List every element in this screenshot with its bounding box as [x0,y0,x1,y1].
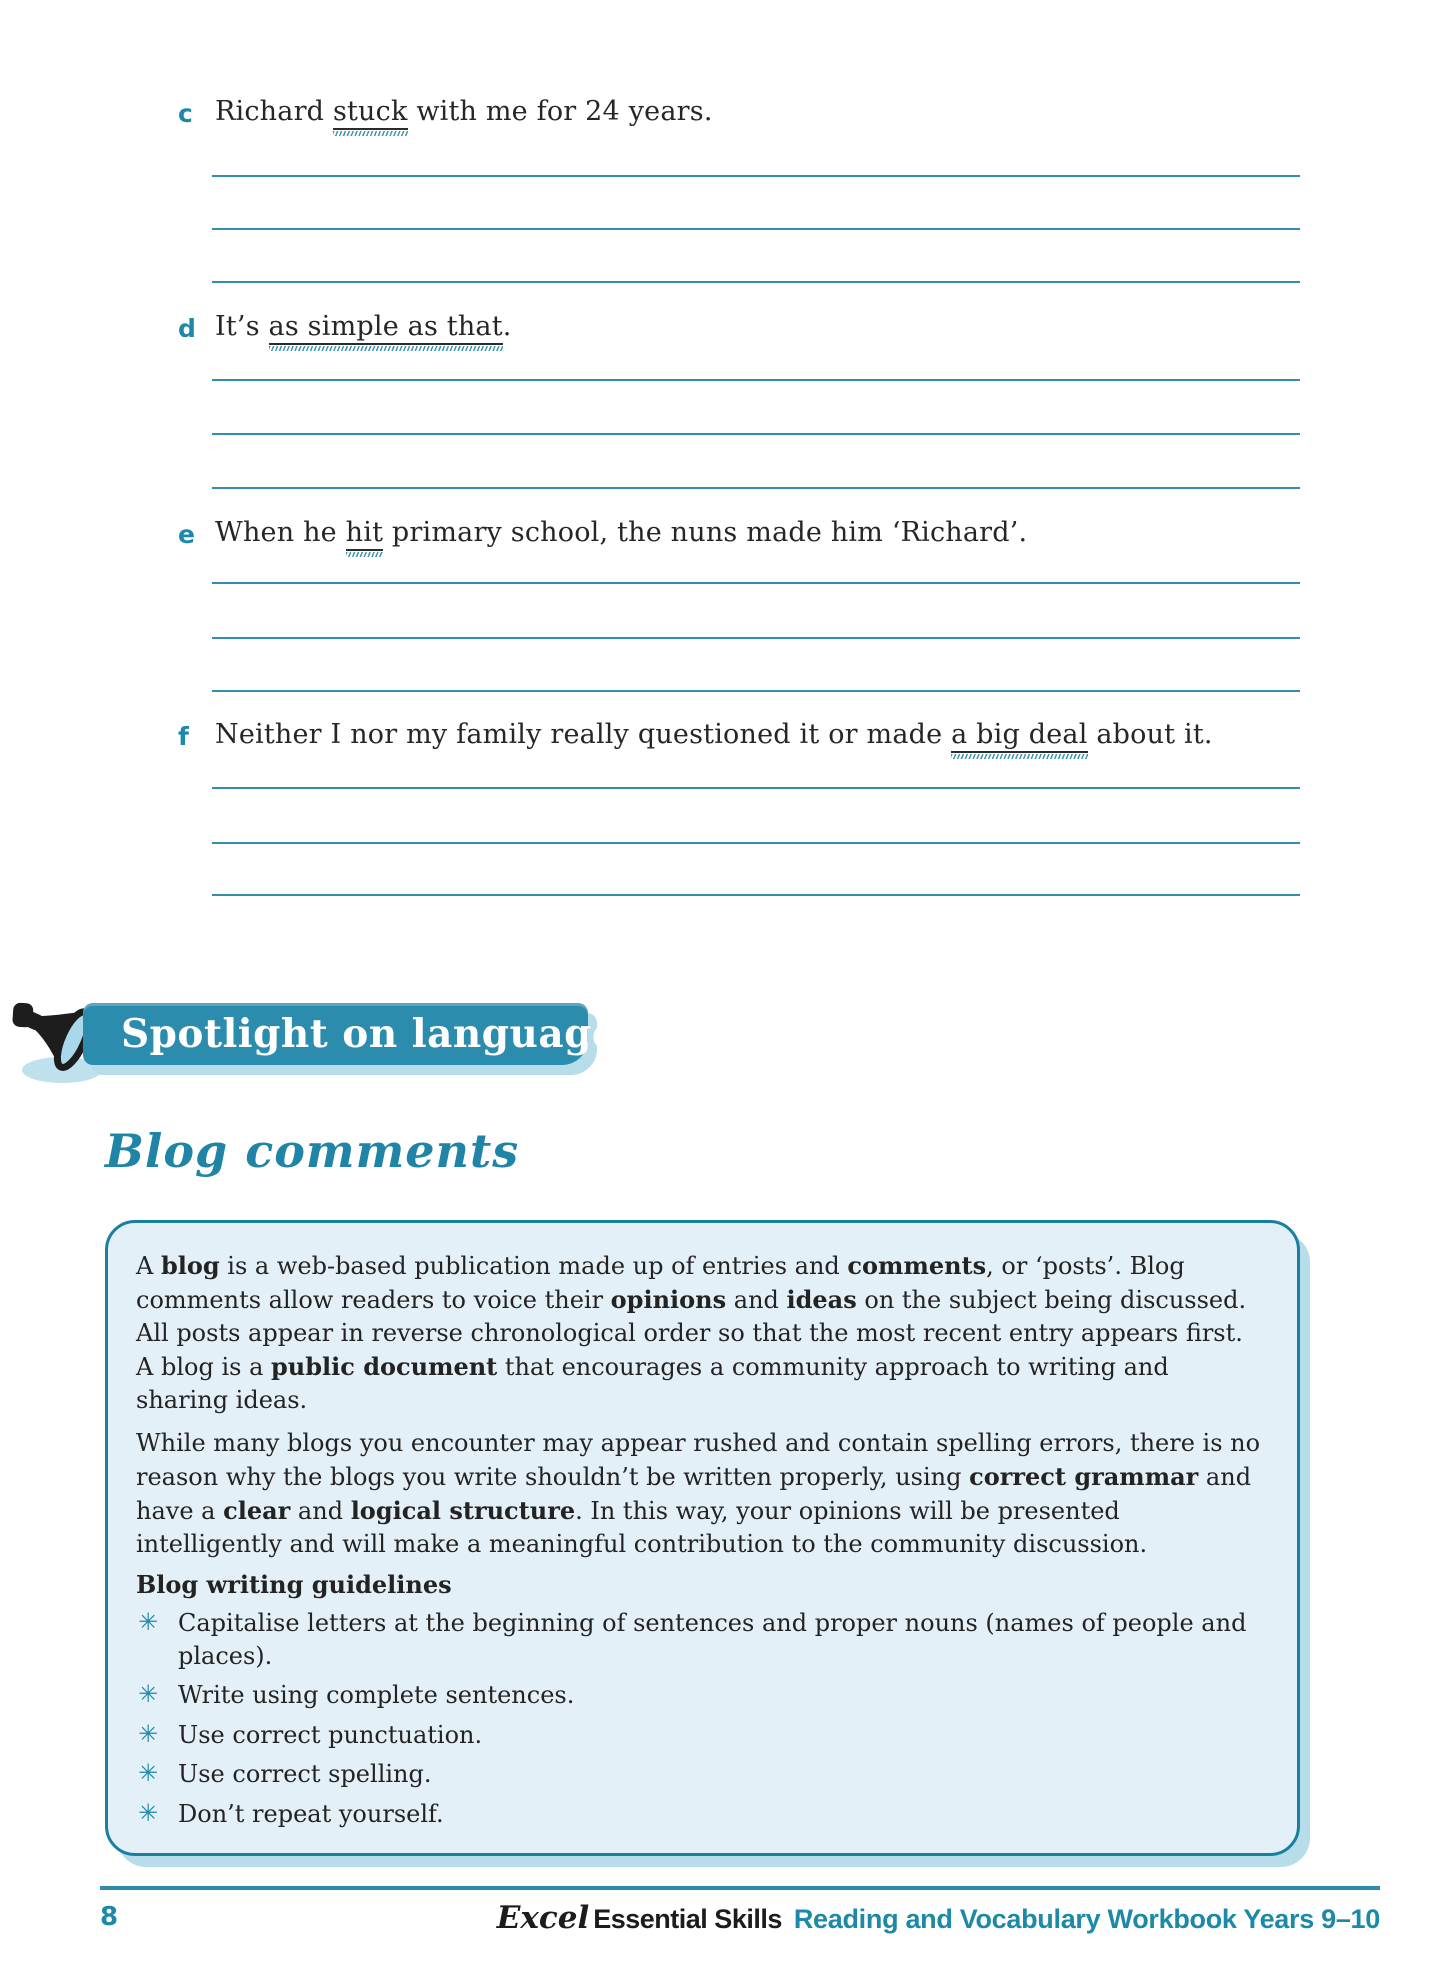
writing-line [212,787,1300,789]
guideline-text: Capitalise letters at the beginning of sentences and proper nouns (names of people and places). [178,1608,1247,1670]
guideline-text: Use correct spelling. [178,1760,432,1789]
guidelines-list [136,1607,1267,1831]
banner-label: Spotlight on language [121,1011,618,1057]
text-run: , or ‘posts’. Blog comments allow readers to voice their [136,1252,1185,1315]
text-run: . [502,311,512,342]
text-run: with me for 24 years. [407,96,713,127]
writing-line [212,582,1300,584]
info-box-paragraphs [136,1249,1267,1561]
item-sentence [215,310,1310,344]
guideline-text: Write using complete sentences. [178,1681,575,1710]
text-run: clear [223,1495,291,1525]
text-run: blog [160,1251,220,1280]
item-letter: f [178,722,189,751]
footer-rule [100,1886,1380,1890]
text-run: public document [271,1352,498,1382]
item-sentence [215,718,1310,752]
section-heading: Blog comments [105,1124,520,1178]
text-run: primary school, the nuns made him ‘Richard’. [383,517,1028,548]
asterisk-bullet-icon: ✳ [138,1759,159,1788]
text-run: ideas [786,1285,857,1315]
text-run: is a web-based publication made up of entries and [219,1252,848,1280]
writing-line [212,281,1300,283]
asterisk-bullet-icon: ✳ [138,1719,159,1748]
info-paragraph [136,1427,1267,1561]
text-run: and have a [136,1462,1252,1525]
text-run: A [136,1252,161,1280]
guideline-item [136,1679,1267,1712]
text-run: It’s [215,311,269,342]
info-paragraph [136,1249,1267,1418]
guideline-text: Don’t repeat yourself. [178,1800,444,1829]
asterisk-bullet-icon: ✳ [138,1607,159,1636]
text-run: While many blogs you encounter may appear rushed and contain spelling errors, there is no reason why the blogs you write shouldn’t be written properly, using [136,1428,1261,1491]
writing-line [212,379,1300,381]
underlined-phrase: as simple as that [269,311,503,345]
guideline-item [136,1758,1267,1791]
text-run: on the subject being discussed. All posts appear in reverse chronological order so that the most recent entry appears first. A blog is a [136,1286,1247,1382]
underlined-phrase: hit [346,517,383,551]
text-run: and [290,1496,351,1525]
text-run: that encourages a community approach to writing and sharing ideas. [136,1353,1169,1415]
writing-line [212,228,1300,230]
asterisk-bullet-icon: ✳ [138,1799,159,1828]
guideline-text: Use correct punctuation. [178,1720,483,1749]
text-run: correct grammar [969,1461,1199,1491]
text-run: . In this way, your opinions will be presented intelligently and will make a meaningful contribution to the community discussion. [136,1496,1148,1558]
brand-essential-skills: Essential Skills [593,1904,782,1934]
item-sentence [215,516,1310,550]
footer-brand [497,1900,1380,1936]
guideline-item [136,1607,1267,1672]
asterisk-bullet-icon: ✳ [138,1680,159,1709]
writing-line [212,175,1300,177]
spotlight-on-language-banner [83,1003,618,1065]
item-sentence [215,95,1310,129]
item-letter: d [178,314,196,343]
writing-line [212,842,1300,844]
text-run: comments [847,1251,987,1280]
underlined-phrase: stuck [333,96,408,130]
writing-line [212,690,1300,692]
blog-info-box [105,1220,1300,1856]
brand-excel: Excel [496,1900,590,1936]
text-run: about it. [1087,719,1213,750]
page-number: 8 [100,1902,119,1932]
text-run: Richard [215,96,333,127]
text-run: logical structure [350,1495,576,1525]
writing-line [212,637,1300,639]
text-run: Neither I nor my family really questioned it or made [215,719,952,750]
item-letter: c [178,99,193,128]
guidelines-heading: Blog writing guidelines [136,1569,452,1599]
brand-workbook-title: Reading and Vocabulary Workbook Years 9–10 [793,1904,1380,1934]
item-letter: e [178,520,195,549]
guideline-item [136,1719,1267,1752]
text-run: opinions [610,1285,727,1315]
underlined-phrase: a big deal [951,719,1087,753]
guideline-item [136,1798,1267,1831]
writing-line [212,487,1300,489]
writing-line [212,433,1300,435]
text-run: and [726,1286,787,1315]
writing-line [212,894,1300,896]
text-run: When he [215,517,346,548]
